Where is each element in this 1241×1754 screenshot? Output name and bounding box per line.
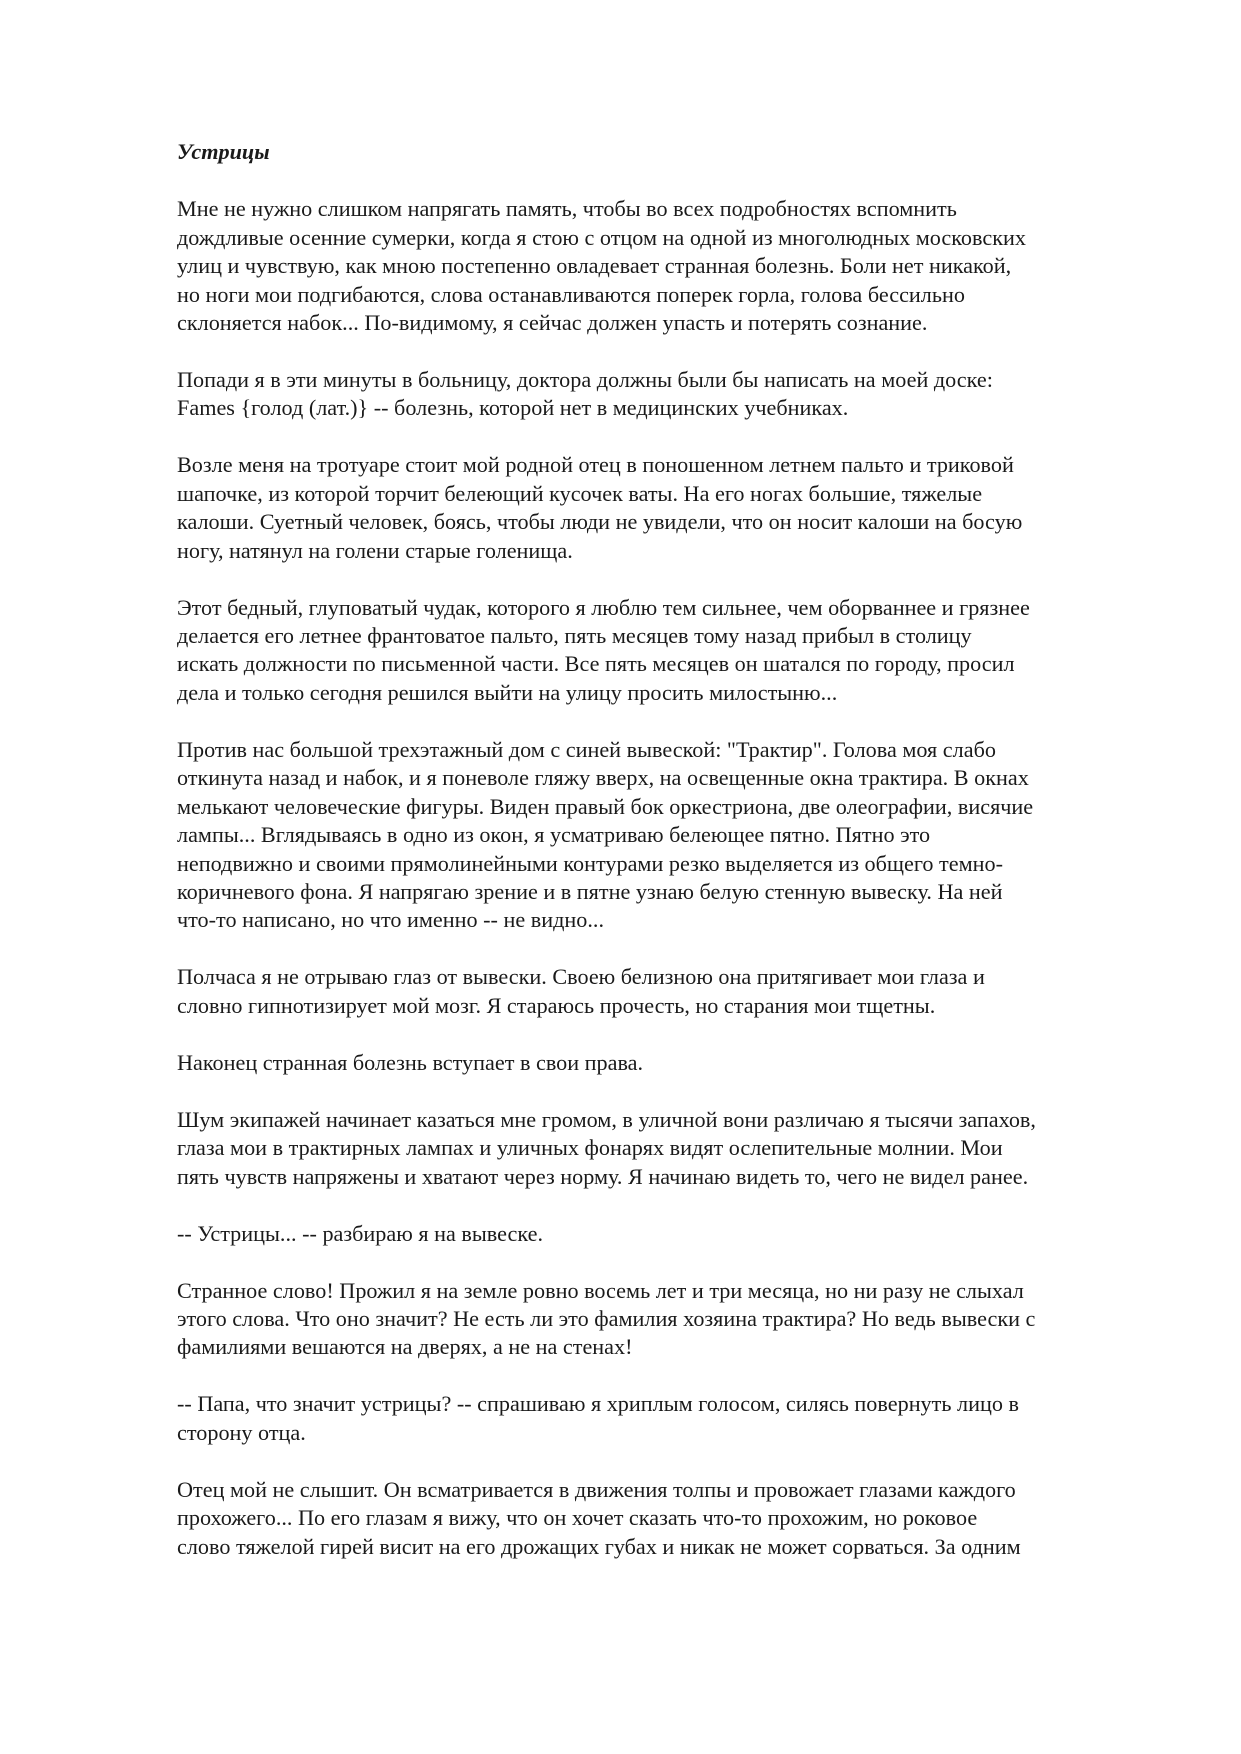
- text-line: коричневого фона. Я напрягаю зрение и в пятне узнаю белую стенную вывеску. На ней: [177, 878, 1003, 904]
- text-line: дождливые осенние сумерки, когда я стою с отцом на одной из многолюдных московских: [177, 224, 1026, 250]
- paragraph: [177, 594, 1162, 708]
- text-line: Шум экипажей начинает казаться мне громом, в уличной вони различаю я тысячи запахов,: [177, 1106, 1036, 1132]
- text-line: сторону отца.: [177, 1419, 306, 1445]
- text-line: фамилиями вешаются на дверях, а не на стенах!: [177, 1334, 633, 1360]
- text-line: Мне не нужно слишком напрягать память, чтобы во всех подробностях вспомнить: [177, 196, 957, 222]
- text-line: Странное слово! Прожил я на земле ровно восемь лет и три месяца, но ни разу не слыхал: [177, 1277, 1024, 1303]
- document-body: [177, 138, 1162, 1590]
- text-line: калоши. Суетный человек, боясь, чтобы люди не увидели, что он носит калоши на босую: [177, 509, 1023, 535]
- text-line: что-то написано, но что именно -- не видно...: [177, 907, 605, 933]
- text-line: прохожего... По его глазам я вижу, что он хочет сказать что-то прохожим, но роковое: [177, 1505, 978, 1531]
- paragraph: [177, 963, 1162, 1020]
- text-line: ногу, натянул на голени старые голенища.: [177, 537, 573, 563]
- text-line: но ноги мои подгибаются, слова останавливаются поперек горла, голова бессильно: [177, 281, 965, 307]
- paragraph: [177, 1390, 1162, 1447]
- text-line: улиц и чувствую, как мною постепенно овладевает странная болезнь. Боли нет никакой,: [177, 253, 1012, 279]
- paragraph: [177, 1220, 1162, 1248]
- text-line: этого слова. Что оно значит? Не есть ли это фамилия хозяина трактира? Но ведь вывески с: [177, 1305, 1036, 1331]
- paragraph: [177, 1106, 1162, 1191]
- text-line: склоняется набок... По-видимому, я сейчас должен упасть и потерять сознание.: [177, 310, 928, 336]
- text-line: Возле меня на тротуаре стоит мой родной отец в поношенном летнем пальто и триковой: [177, 452, 1014, 478]
- text-line: Fames {голод (лат.)} -- болезнь, которой нет в медицинских учебниках.: [177, 395, 849, 421]
- paragraph: [177, 366, 1162, 423]
- text-line: мелькают человеческие фигуры. Виден правый бок оркестриона, две олеографии, висячие: [177, 793, 1034, 819]
- text-line: словно гипнотизирует мой мозг. Я стараюсь прочесть, но старания мои тщетны.: [177, 992, 936, 1018]
- text-line: -- Устрицы... -- разбираю я на вывеске.: [177, 1220, 543, 1246]
- text-line: пять чувств напряжены и хватают через норму. Я начинаю видеть то, чего не видел ранее.: [177, 1163, 1029, 1189]
- text-line: Отец мой не слышит. Он всматривается в движения толпы и провожает глазами каждого: [177, 1476, 1016, 1502]
- text-line: Этот бедный, глуповатый чудак, которого я люблю тем сильнее, чем оборваннее и грязнее: [177, 594, 1030, 620]
- story-title: Устрицы: [177, 139, 270, 164]
- text-line: Наконец странная болезнь вступает в свои права.: [177, 1049, 644, 1075]
- paragraph: [177, 451, 1162, 565]
- text-line: откинута назад и набок, и я поневоле гляжу вверх, на освещенные окна трактира. В окнах: [177, 765, 1029, 791]
- text-line: неподвижно и своими прямолинейными контурами резко выделяется из общего темно-: [177, 850, 1003, 876]
- paragraph: [177, 736, 1162, 935]
- text-line: Против нас большой трехэтажный дом с синей вывеской: "Трактир". Голова моя слабо: [177, 736, 996, 762]
- text-line: шапочке, из которой торчит белеющий кусочек ваты. На его ногах большие, тяжелые: [177, 480, 983, 506]
- text-line: лампы... Вглядываясь в одно из окон, я усматриваю белеющее пятно. Пятно это: [177, 822, 931, 848]
- paragraph: [177, 1049, 1162, 1077]
- text-line: -- Папа, что значит устрицы? -- спрашиваю я хриплым голосом, силясь повернуть лицо в: [177, 1391, 1019, 1417]
- text-line: делается его летнее франтоватое пальто, пять месяцев тому назад прибыл в столицу: [177, 623, 972, 649]
- paragraph: [177, 195, 1162, 337]
- story-text: [177, 195, 1162, 1561]
- text-line: Попади я в эти минуты в больницу, доктора должны были бы написать на моей доске:: [177, 367, 993, 393]
- paragraph: [177, 1277, 1162, 1362]
- text-line: слово тяжелой гирей висит на его дрожащих губах и никак не может сорваться. За одним: [177, 1533, 1021, 1559]
- text-line: дела и только сегодня решился выйти на улицу просить милостыню...: [177, 679, 838, 705]
- text-line: искать должности по письменной части. Все пять месяцев он шатался по городу, просил: [177, 651, 1015, 677]
- text-line: Полчаса я не отрываю глаз от вывески. Своею белизною она притягивает мои глаза и: [177, 964, 985, 990]
- paragraph: [177, 1476, 1162, 1561]
- text-line: глаза мои в трактирных лампах и уличных фонарях видят ослепительные молнии. Мои: [177, 1135, 1003, 1161]
